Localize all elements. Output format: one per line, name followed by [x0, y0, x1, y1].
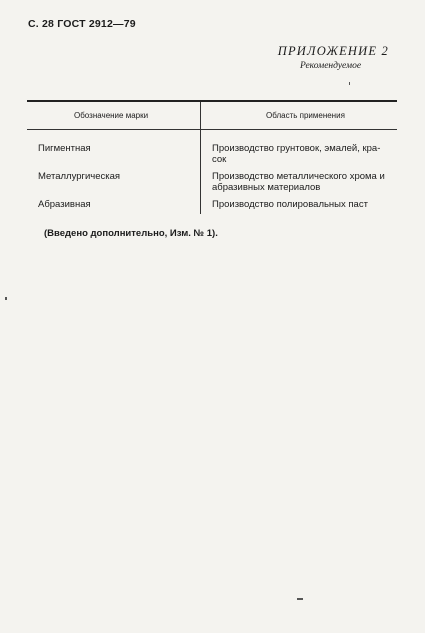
appendix-subtitle: Рекомендуемое [300, 61, 362, 71]
table-header-rule [27, 129, 397, 130]
usage-line: Производство металлического хрома и [212, 171, 385, 182]
table-top-rule [27, 100, 397, 102]
scan-speck [297, 598, 303, 600]
table-cell-mark: Пигментная [38, 143, 91, 154]
usage-line: сок [212, 154, 227, 165]
scan-speck [349, 82, 350, 85]
table-cell-usage [212, 199, 402, 210]
column-header-usage: Область применения [266, 111, 345, 120]
scan-speck [5, 297, 7, 300]
usage-line: Производство грунтовок, эмалей, кра- [212, 143, 381, 154]
page-header: С. 28 ГОСТ 2912—79 [28, 18, 136, 30]
table-cell-mark: Абразивная [38, 199, 91, 210]
amendment-note: (Введено дополнительно, Изм. № 1). [44, 228, 218, 239]
table-cell-mark: Металлургическая [38, 171, 121, 182]
table-cell-usage [212, 143, 402, 165]
usage-line: Производство полировальных паст [212, 199, 368, 210]
table-cell-usage [212, 171, 402, 193]
usage-line: абразивных материалов [212, 182, 321, 193]
column-header-mark: Обозначение марки [74, 111, 149, 120]
column-divider [200, 102, 201, 214]
appendix-title: ПРИЛОЖЕНИЕ 2 [277, 44, 389, 58]
